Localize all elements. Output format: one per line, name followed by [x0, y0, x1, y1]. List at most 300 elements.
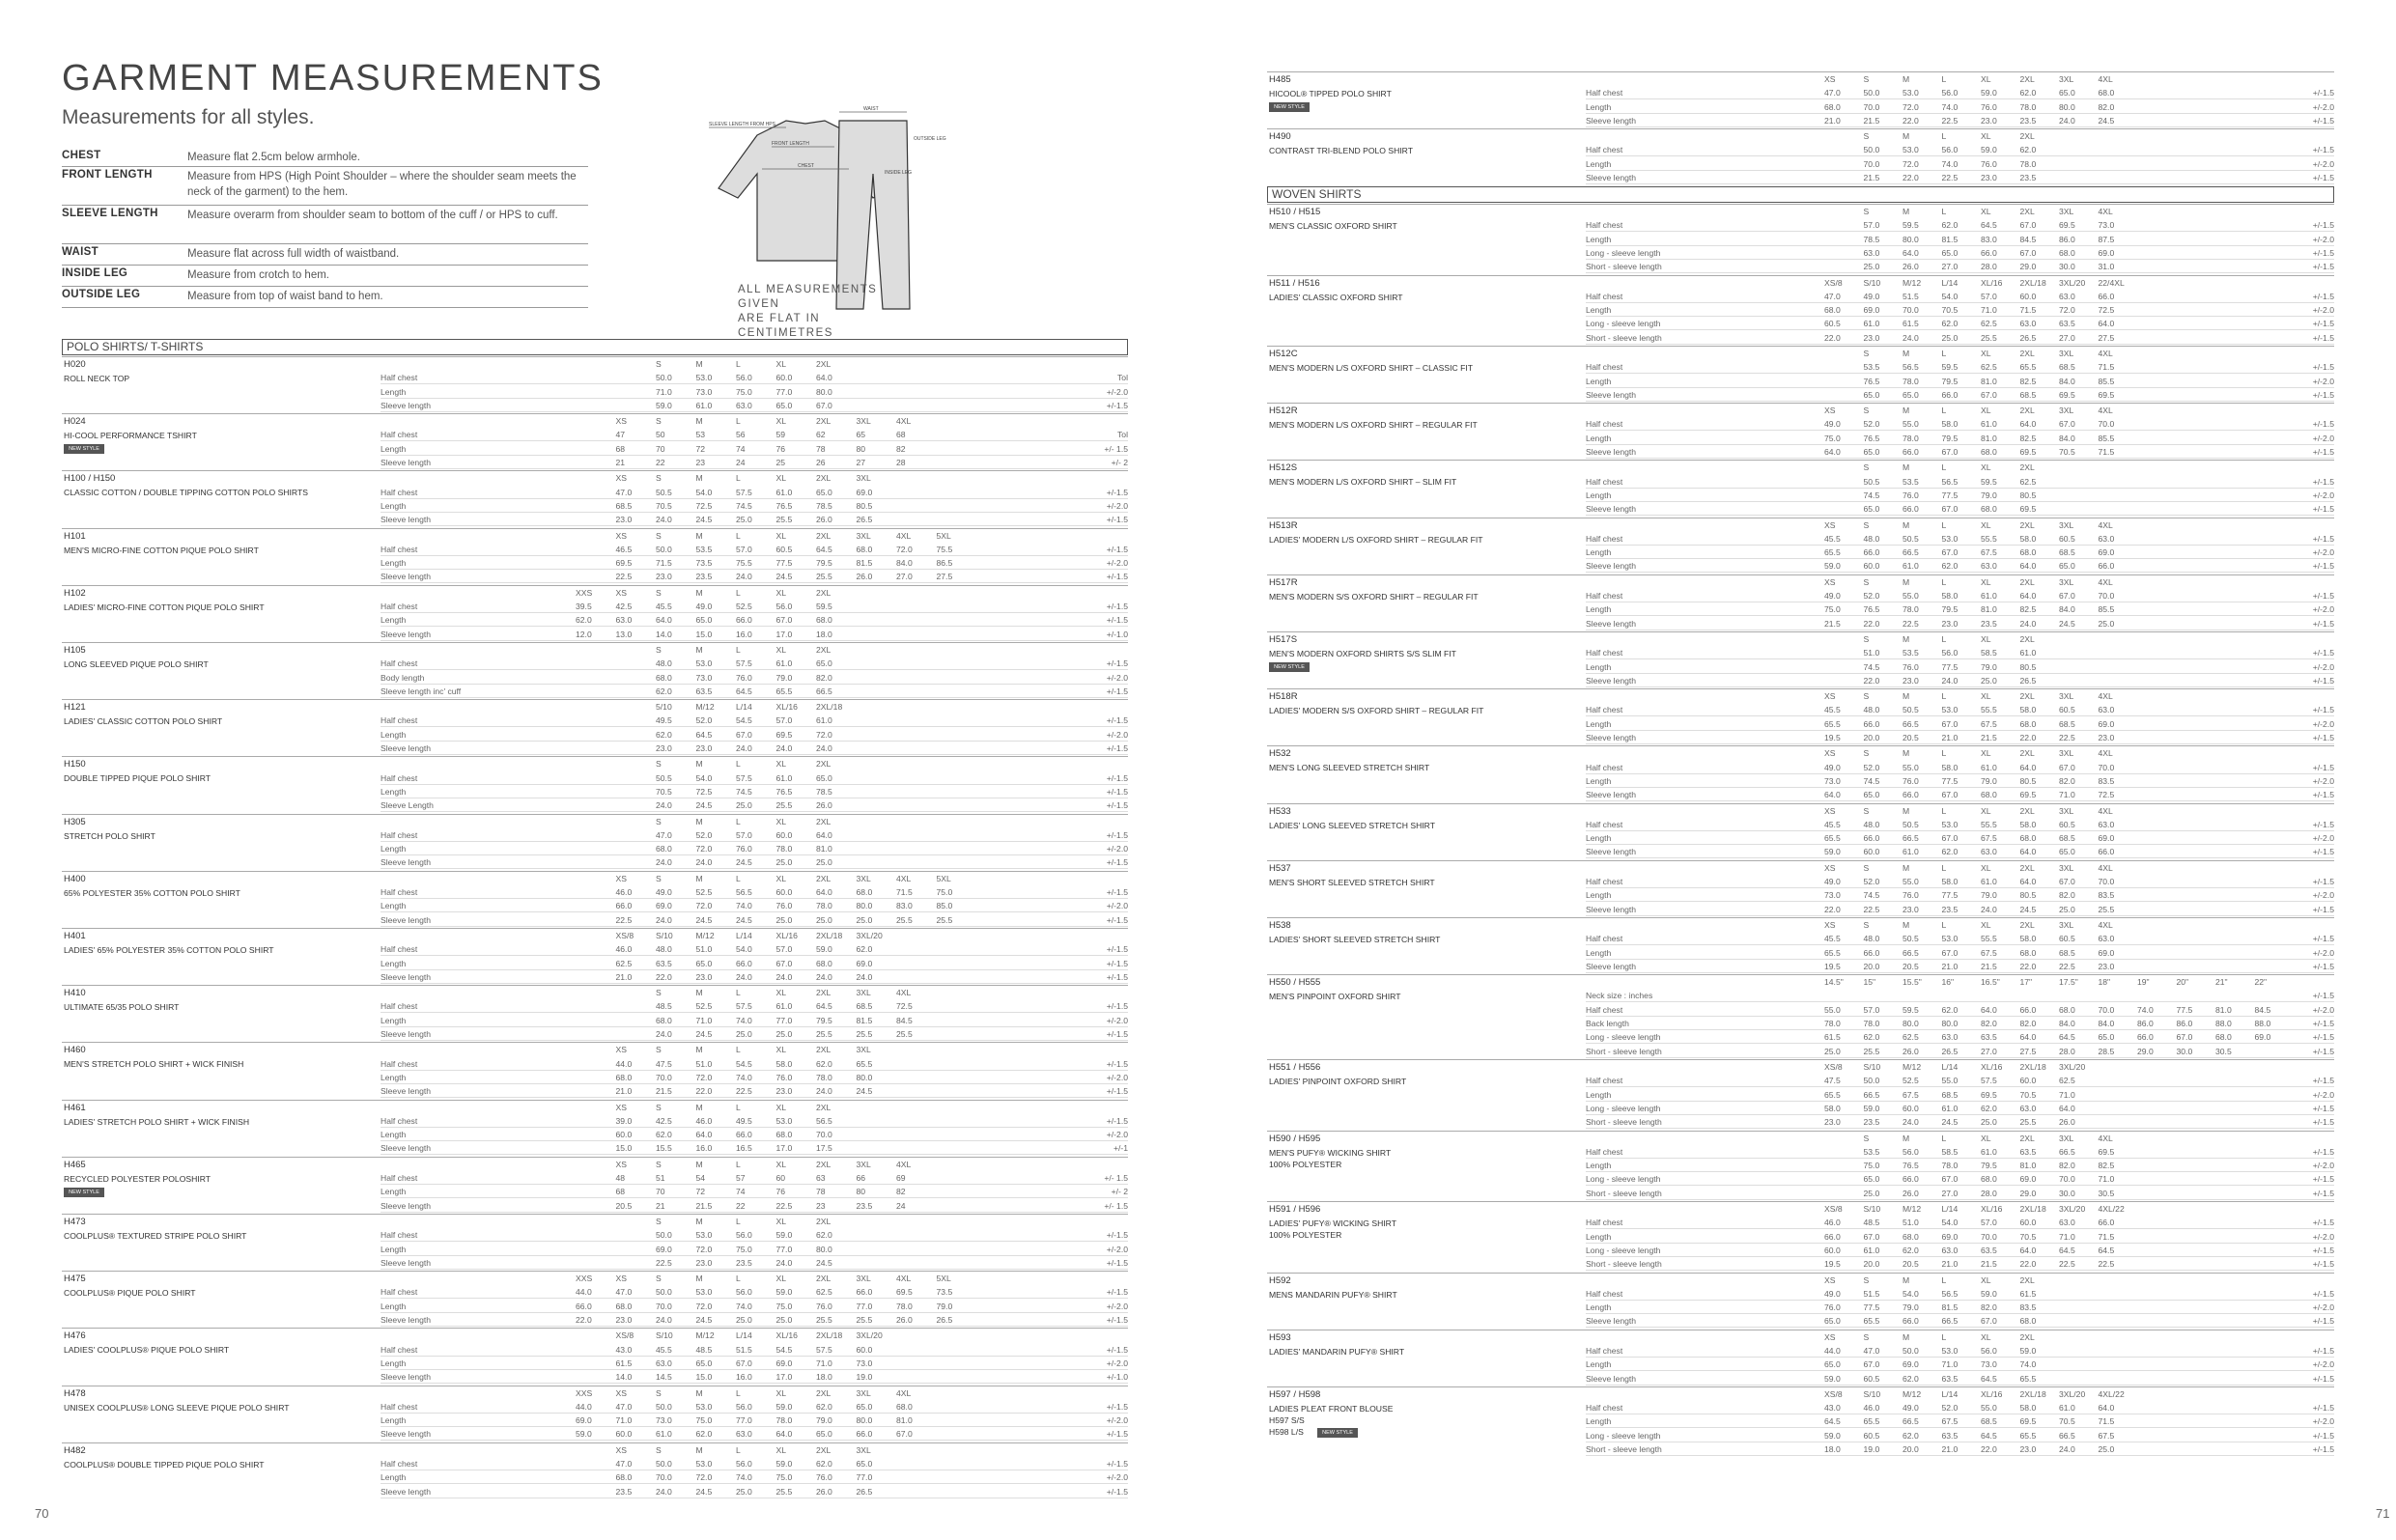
product-name: LADIES PLEAT FRONT BLOUSE	[1269, 1403, 1394, 1414]
measurement-value: 82.0	[2059, 890, 2075, 901]
measurement-value: 72	[695, 1187, 706, 1197]
measurement-row	[1267, 360, 2334, 374]
measurement-value: 64.5	[1981, 1430, 1997, 1441]
measurement-value: 25.0	[736, 1486, 752, 1497]
measurement-label: Sleeve length	[1586, 904, 1637, 914]
measurement-row	[62, 942, 1128, 956]
measurement-value: 71.0	[695, 1015, 713, 1025]
measurement-value: 71.5	[2019, 305, 2037, 316]
size-label: XL	[775, 530, 787, 541]
measurement-value: 57.0	[736, 544, 752, 554]
measurement-value: 53.0	[695, 1230, 713, 1241]
tolerance: +/-2.0	[2312, 1359, 2334, 1370]
measurement-value: 56.0	[736, 1401, 752, 1412]
measurement-row	[1267, 1003, 2334, 1017]
measurement-value: 22.0	[576, 1315, 592, 1326]
measurement-value: 77.5	[775, 558, 793, 569]
measurement-value: 80	[856, 1187, 866, 1197]
measurement-value: 23.0	[656, 572, 672, 582]
size-label: L	[736, 1159, 741, 1169]
measurement-row	[62, 428, 1128, 441]
measurement-value: 24.0	[656, 800, 672, 811]
measurement-value: 65.0	[2059, 561, 2075, 572]
measurement-value: 68.0	[2019, 1316, 2037, 1327]
tolerance: +/-1.5	[1106, 1429, 1128, 1440]
measurement-value: 24.5	[2059, 618, 2075, 629]
measurement-value: 71.0	[615, 1415, 633, 1426]
measurement-value: 23.5	[1981, 618, 1997, 629]
measurement-row	[62, 1185, 1128, 1198]
measurement-value: 60.5	[2059, 819, 2075, 829]
size-label: 2XL/18	[2019, 277, 2046, 288]
measurement-value: 78.0	[816, 901, 832, 911]
tolerance: +/-2.0	[1106, 1015, 1128, 1025]
size-label: XL	[1981, 519, 1991, 530]
size-label: S	[656, 1274, 662, 1284]
measurement-value: 63.5	[1941, 1373, 1959, 1384]
measurement-value: 86.0	[2137, 1019, 2154, 1029]
definition-term: WAIST	[62, 246, 99, 258]
size-label: 3XL	[856, 1159, 871, 1169]
measurement-value: 77.0	[736, 1415, 752, 1426]
measurement-row	[62, 556, 1128, 570]
measurement-value: 76.0	[1981, 101, 1997, 112]
measurement-value: 67.0	[2019, 247, 2037, 258]
measurement-value: 74.5	[736, 500, 752, 511]
size-header-row	[1267, 205, 2334, 218]
size-label: L	[736, 759, 741, 770]
size-label: XL	[775, 587, 787, 598]
measurement-value: 64.0	[1903, 247, 1919, 258]
size-label: XS	[615, 1045, 627, 1055]
measurement-value: 29.0	[2019, 1188, 2037, 1198]
product-block	[1267, 631, 2334, 689]
row-divider	[1586, 515, 2334, 516]
measurement-value: 69.5	[2059, 220, 2075, 231]
measurement-value: 24	[896, 1200, 906, 1211]
measurement-value: 21.0	[615, 971, 633, 982]
tolerance: +/-1.5	[2312, 362, 2334, 373]
size-label: 2XL	[816, 416, 832, 427]
measurement-value: 77.5	[1941, 775, 1959, 786]
measurement-value: 66.0	[2098, 561, 2115, 572]
size-header-row	[62, 815, 1128, 828]
measurement-label: Half chest	[1586, 877, 1623, 887]
product-code: H105	[64, 645, 86, 656]
size-label: XL	[775, 873, 787, 883]
size-label: S	[656, 759, 662, 770]
size-label: XL	[1981, 634, 1991, 644]
measurement-value: 22.5	[2059, 1259, 2075, 1270]
definition-desc: Measure from top of waist band to hem.	[187, 291, 383, 302]
measurement-value: 48.0	[1863, 819, 1880, 829]
tolerance: +/-1.5	[1106, 400, 1128, 410]
measurement-value: 66.0	[2019, 1004, 2037, 1015]
measurement-label: Length	[1586, 376, 1612, 386]
tolerance: +/-1.5	[2312, 389, 2334, 400]
size-label: XL	[1981, 920, 1991, 930]
product-name: MEN'S CLASSIC OXFORD SHIRT	[1269, 221, 1397, 231]
measurement-value: 74.5	[1863, 490, 1880, 500]
measurement-value: 27.5	[2019, 1046, 2037, 1056]
size-label: 4XL	[896, 1159, 912, 1169]
size-label: 3XL	[2059, 576, 2074, 587]
measurement-label: Length	[1586, 1302, 1612, 1313]
measurement-label: Length	[1586, 490, 1612, 500]
measurement-value: 49.5	[656, 715, 672, 726]
tolerance: +/-2.0	[1106, 1244, 1128, 1254]
size-label: XL	[775, 416, 787, 427]
definition-row	[62, 265, 588, 287]
product-name: CLASSIC COTTON / DOUBLE TIPPING COTTON POLO SHIRTS	[64, 488, 308, 498]
size-label: L	[736, 988, 741, 998]
size-label: L	[1941, 1274, 1947, 1285]
measurement-value: 72.0	[816, 729, 832, 740]
measurement-value: 67.0	[896, 1429, 913, 1440]
right-page	[1267, 0, 2390, 1540]
measurement-row	[1267, 845, 2334, 858]
measurement-label: Length	[1586, 1359, 1612, 1370]
measurement-value: 24.0	[656, 1315, 672, 1326]
size-label: 4XL	[2098, 519, 2113, 530]
measurement-value: 70.0	[1903, 305, 1919, 316]
measurement-value: 61.0	[1981, 419, 1997, 430]
measurement-value: 24.0	[736, 971, 752, 982]
size-label: M/12	[1903, 1062, 1922, 1072]
measurement-value: 79.5	[816, 558, 832, 569]
measurement-value: 76.0	[1903, 490, 1919, 500]
measurement-value: 17.0	[775, 1372, 793, 1383]
size-label: 2XL	[2019, 406, 2035, 416]
measurement-value: 65.5	[1824, 833, 1841, 844]
size-label: M	[1903, 1274, 1910, 1285]
measurement-value: 25.5	[775, 515, 793, 525]
measurement-value: 52.5	[1903, 1076, 1919, 1086]
measurement-value: 63.0	[2059, 291, 2075, 301]
measurement-row	[1267, 388, 2334, 402]
measurement-value: 23.0	[615, 1315, 633, 1326]
measurement-label: Length	[1586, 775, 1612, 786]
measurement-value: 65.5	[1824, 947, 1841, 958]
size-label: XL	[1981, 576, 1991, 587]
measurement-value: 70.0	[816, 1130, 832, 1140]
measurement-value: 53.5	[695, 544, 713, 554]
measurement-value: 71.0	[1981, 305, 1997, 316]
measurement-value: 58.0	[2019, 934, 2037, 944]
product-name: LADIES' PINPOINT OXFORD SHIRT	[1269, 1077, 1407, 1086]
measurement-value: 48	[615, 1173, 626, 1184]
measurement-row	[62, 1457, 1128, 1470]
size-label: M	[695, 1274, 703, 1284]
measurement-value: 67.5	[1903, 1089, 1919, 1100]
measurement-row	[62, 399, 1128, 412]
measurement-value: 61.0	[775, 1001, 793, 1012]
size-label: 2XL	[2019, 74, 2035, 84]
size-label: M	[695, 1045, 703, 1055]
size-header-row	[1267, 1060, 2334, 1074]
measurement-value: 49.0	[1863, 291, 1880, 301]
measurement-value: 59.0	[775, 1459, 793, 1470]
measurement-value: 23.0	[1903, 675, 1919, 686]
size-label: 2XL	[2019, 920, 2035, 930]
new-style-badge: NEW STYLE	[1269, 662, 1310, 672]
measurement-value: 54.5	[775, 1344, 793, 1355]
measurement-row	[62, 1084, 1128, 1098]
measurement-value: 88.0	[2254, 1019, 2271, 1029]
measurement-value: 23.0	[615, 515, 633, 525]
measurement-value: 22.5	[2059, 733, 2075, 743]
size-label: XS/8	[1824, 1204, 1843, 1214]
measurement-value: 48.5	[656, 1001, 672, 1012]
measurement-value: 39.5	[576, 602, 592, 612]
size-header-row	[62, 643, 1128, 657]
tolerance: +/-1.5	[2312, 504, 2334, 515]
tolerance: +/-1.5	[2312, 733, 2334, 743]
measurement-value: 66.5	[1941, 1316, 1959, 1327]
measurement-value: 28	[896, 458, 906, 468]
measurement-value: 50.0	[656, 373, 672, 383]
tolerance: +/-1.5	[2312, 991, 2334, 1001]
product-name: MENS MANDARIN PUFY® SHIRT	[1269, 1289, 1397, 1300]
size-label: 2XL	[2019, 862, 2035, 873]
measurement-value: 69.0	[576, 1415, 592, 1426]
size-label: M/12	[1903, 1204, 1922, 1214]
size-label: L	[1941, 74, 1947, 84]
size-label: M	[1903, 862, 1910, 873]
measurement-value: 53.0	[1941, 533, 1959, 544]
product-block	[62, 985, 1128, 1043]
measurement-value: 85.5	[2098, 376, 2115, 386]
measurement-value: 45.5	[656, 602, 672, 612]
measurement-label: Length	[1586, 1161, 1612, 1171]
product-block	[1267, 1386, 2334, 1459]
measurement-value: 64.5	[1981, 1373, 1997, 1384]
measurement-row	[62, 1400, 1128, 1414]
measurement-value: 72	[695, 443, 706, 454]
measurement-value: 64.5	[816, 1001, 832, 1012]
measurement-value: 79.5	[1941, 376, 1959, 386]
measurement-value: 63.0	[2098, 819, 2115, 829]
measurement-value: 82.5	[2019, 604, 2037, 615]
product-name: LADIES' MANDARIN PUFY® SHIRT	[1269, 1346, 1405, 1357]
measurement-value: 60.0	[775, 887, 793, 898]
measurement-value: 59.0	[1981, 88, 1997, 98]
measurement-label: Length	[1586, 305, 1612, 316]
product-code: H512S	[1269, 462, 1298, 474]
measurement-value: 62.0	[2019, 145, 2037, 155]
measurement-value: 76	[775, 443, 786, 454]
size-label: XS	[1824, 748, 1836, 759]
measurement-value: 62.0	[816, 1459, 832, 1470]
measurement-value: 58.0	[1824, 1103, 1841, 1113]
measurement-value: 49.5	[736, 1115, 752, 1126]
measurement-value: 74.0	[736, 1472, 752, 1483]
measurement-value: 24.5	[1941, 1117, 1959, 1128]
measurement-value: 68.0	[1981, 504, 1997, 515]
definition-row	[62, 166, 588, 206]
measurement-label: Length	[1586, 1416, 1612, 1427]
tolerance: +/-1.5	[2312, 1245, 2334, 1255]
measurement-label: Half chest	[381, 602, 418, 612]
measurement-row	[62, 1228, 1128, 1242]
product-name: MEN'S PINPOINT OXFORD SHIRT	[1269, 992, 1401, 1002]
product-block	[62, 528, 1128, 586]
measurement-row	[62, 1114, 1128, 1128]
measurement-row	[62, 1141, 1128, 1155]
product-code: H475	[64, 1274, 86, 1285]
size-label: M	[695, 759, 703, 770]
measurement-value: 56.0	[1941, 145, 1959, 155]
left-page	[35, 0, 1134, 1540]
measurement-value: 66.0	[1863, 947, 1880, 958]
measurement-value: 65	[856, 430, 866, 440]
product-name: LADIES' MICRO-FINE COTTON PIQUE POLO SHIRT	[64, 602, 265, 612]
size-label: M	[1903, 1331, 1910, 1342]
measurement-value: 62.0	[1941, 847, 1959, 857]
tolerance: +/-1.5	[1106, 1257, 1128, 1268]
product-block	[62, 356, 1128, 414]
measurement-value: 53.0	[695, 1401, 713, 1412]
product-code: H533	[1269, 805, 1291, 817]
measurement-row	[62, 771, 1128, 785]
product-name: LADIES' CLASSIC COTTON POLO SHIRT	[64, 716, 223, 727]
row-divider	[1586, 1057, 2334, 1058]
tolerance: +/-1.5	[2312, 618, 2334, 629]
size-label: XS	[615, 1159, 627, 1169]
measurement-row	[62, 1357, 1128, 1370]
definition-row	[62, 243, 588, 266]
measurement-value: 60.5	[2059, 533, 2075, 544]
new-style-badge: NEW STYLE	[1317, 1428, 1358, 1438]
product-name: COOLPLUS® TEXTURED STRIPE POLO SHIRT	[64, 1231, 247, 1241]
measurement-row	[1267, 1314, 2334, 1328]
size-label: 2XL	[2019, 207, 2035, 216]
size-label: XL	[1981, 748, 1991, 759]
size-label: S	[1863, 748, 1870, 759]
size-label: 2XL	[816, 1045, 832, 1055]
measurement-value: 53.5	[1903, 476, 1919, 487]
measurement-value: 75.0	[775, 1301, 793, 1311]
measurement-value: 64.0	[816, 829, 832, 840]
measurement-value: 73.0	[656, 1415, 672, 1426]
measurement-value: 20.5	[1903, 1259, 1919, 1270]
size-label: S	[1863, 1274, 1870, 1285]
measurement-value: 80.0	[856, 1072, 873, 1082]
measurement-value: 23.5	[856, 1200, 873, 1211]
measurement-row	[1267, 1115, 2334, 1129]
definition-term: FRONT LENGTH	[62, 169, 153, 181]
measurement-value: 65.0	[695, 1358, 713, 1368]
measurement-value: 64.0	[2098, 319, 2115, 329]
measurement-value: 85.5	[2098, 604, 2115, 615]
measurement-value: 67.0	[1981, 1316, 1997, 1327]
measurement-value: 63.0	[1941, 1032, 1959, 1043]
measurement-value: 69.5	[615, 558, 633, 569]
measurement-value: 70.5	[2059, 447, 2075, 458]
product-block	[62, 1157, 1128, 1215]
measurement-value: 59.0	[1824, 561, 1841, 572]
measurement-label: Sleeve length	[381, 857, 432, 868]
measurement-value: 63	[816, 1173, 826, 1184]
measurement-value: 71.5	[2098, 1231, 2115, 1242]
measurement-row	[62, 1071, 1128, 1084]
measurement-value: 72.0	[2059, 305, 2075, 316]
measurement-value: 24.0	[656, 1486, 672, 1497]
measurement-value: 82.0	[2019, 1019, 2037, 1029]
measurement-value: 63.5	[656, 958, 672, 968]
measurement-value: 22.0	[1903, 173, 1919, 183]
measurement-value: 17.0	[775, 1143, 793, 1154]
size-label: S	[1863, 920, 1870, 930]
measurement-value: 65.0	[1863, 790, 1880, 800]
measurement-value: 65.5	[2019, 362, 2037, 373]
size-label: XS	[1824, 1331, 1836, 1342]
size-label: 3XL	[2059, 519, 2074, 530]
measurement-value: 26.0	[1903, 1188, 1919, 1198]
measurement-value: 45.5	[1824, 934, 1841, 944]
size-label: 2XL	[816, 816, 832, 826]
size-label: XL	[1981, 1331, 1991, 1342]
definition-desc: Measure overarm from shoulder seam to bottom of the cuff / or HPS to cuff.	[187, 210, 558, 221]
measurement-row	[62, 885, 1128, 899]
size-label: 2XL/18	[816, 931, 843, 940]
measurement-label: Length	[381, 958, 407, 968]
size-label: M	[1903, 207, 1910, 216]
measurement-value: 51	[656, 1173, 665, 1184]
measurement-value: 22	[656, 458, 665, 468]
measurement-row	[62, 842, 1128, 855]
measurement-value: 78.5	[1863, 234, 1880, 244]
product-block	[62, 871, 1128, 929]
measurement-value: 65.0	[816, 772, 832, 783]
size-label: XL/16	[1981, 277, 2003, 288]
size-label: 2XL	[2019, 519, 2035, 530]
size-label: 3XL	[856, 416, 871, 427]
measurement-row	[1267, 960, 2334, 973]
measurement-value: 81.0	[1981, 433, 1997, 443]
size-header-row	[62, 1215, 1128, 1228]
measurement-value: 53.0	[1903, 88, 1919, 98]
product-block	[1267, 204, 2334, 276]
measurement-value: 21.0	[1941, 733, 1959, 743]
measurement-value: 85.5	[2098, 433, 2115, 443]
size-label: L	[736, 1045, 741, 1055]
row-divider	[1586, 458, 2334, 459]
measurement-row	[1267, 1216, 2334, 1229]
measurement-row	[62, 1300, 1128, 1313]
measurement-value: 62.0	[1941, 220, 1959, 231]
tolerance: +/-2.0	[2312, 775, 2334, 786]
measurement-value: 26.0	[2059, 1117, 2075, 1128]
tolerance: +/-1.5	[2312, 705, 2334, 715]
measurement-row	[62, 1285, 1128, 1299]
size-label: 19"	[2137, 977, 2150, 988]
product-code: H478	[64, 1387, 86, 1399]
measurement-value: 72.0	[695, 1244, 713, 1254]
measurement-value: 64.0	[656, 615, 672, 626]
size-label: L	[736, 1274, 741, 1284]
measurement-label: Sleeve length	[1586, 675, 1637, 686]
size-label: 4XL	[2098, 748, 2113, 759]
measurement-value: 63.0	[2059, 1218, 2075, 1228]
product-name: COOLPLUS® DOUBLE TIPPED PIQUE POLO SHIRT	[64, 1459, 265, 1470]
measurement-row	[1267, 1145, 2334, 1159]
measurement-value: 60.0	[615, 1429, 633, 1440]
product-block	[62, 1214, 1128, 1272]
measurement-value: 72.0	[695, 1301, 713, 1311]
measurement-value: 62.0	[1903, 1245, 1919, 1255]
size-label: 4XL/22	[2098, 1388, 2125, 1399]
